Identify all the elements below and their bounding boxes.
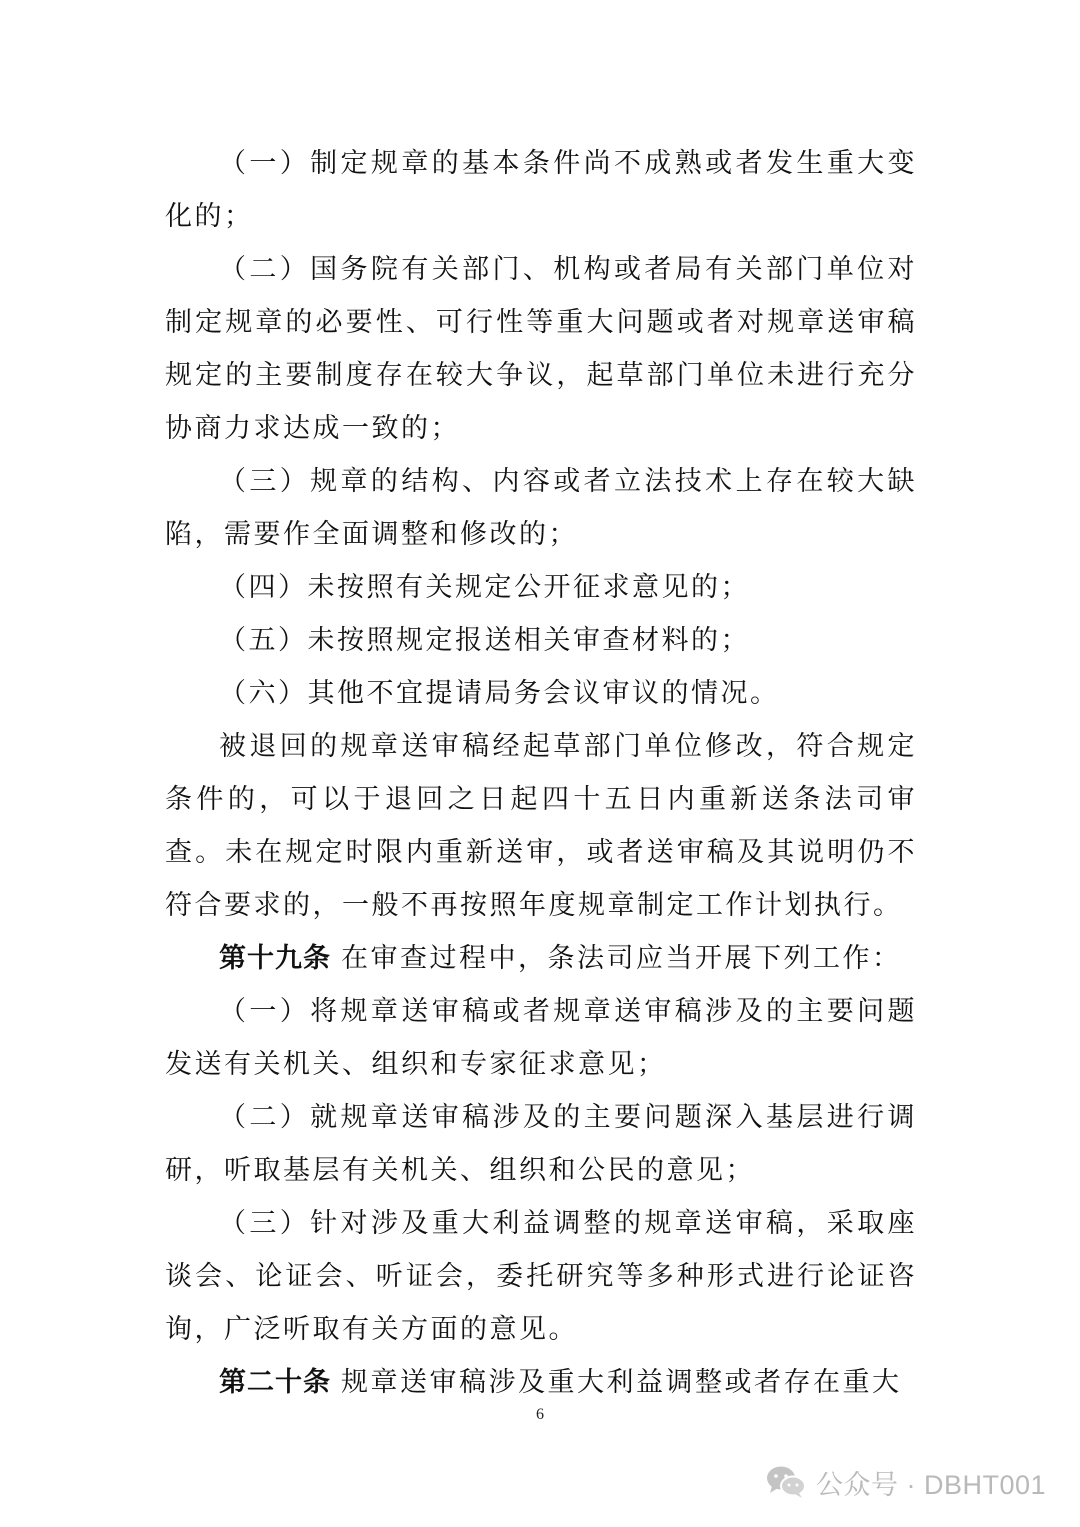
article-20-title: 第二十条 (219, 1367, 331, 1398)
paragraph-item-2: （二）国务院有关部门、机构或者局有关部门单位对制定规章的必要性、可行性等重大问题或者对规章送审稿规定的主要制度存在较大争议，起草部门单位未进行充分协商力求达成一致的； (165, 254, 917, 444)
article-19-text: 在审查过程中，条法司应当开展下列工作： (341, 943, 902, 974)
paragraph-returned-draft: 被退回的规章送审稿经起草部门单位修改，符合规定条件的，可以于退回之日起四十五日内重新送条法司审查。未在规定时限内重新送审，或者送审稿及其说明仍不符合要求的，一般不再按照年度规章制定工作计划执行。 (165, 731, 917, 921)
paragraph-item-4: （四）未按照有关规定公开征求意见的； (219, 572, 750, 603)
wechat-watermark (766, 1462, 1046, 1502)
article-19-item-2: （二）就规章送审稿涉及的主要问题深入基层进行调研，听取基层有关机关、组织和公民的意见； (165, 1102, 917, 1186)
watermark-text: 公众号 · DBHT001 (815, 1469, 1046, 1500)
article-19 (165, 932, 917, 985)
wechat-icon (766, 1465, 806, 1499)
paragraph-item-3: （三）规章的结构、内容或者立法技术上存在较大缺陷，需要作全面调整和修改的； (165, 466, 917, 550)
article-19-title: 第十九条 (219, 943, 331, 974)
paragraph-item-6: （六）其他不宜提请局务会议审议的情况。 (219, 678, 780, 709)
paragraph-item-1: （一）制定规章的基本条件尚不成熟或者发生重大变化的； (165, 148, 917, 232)
article-19-item-3: （三）针对涉及重大利益调整的规章送审稿，采取座谈会、论证会、听证会，委托研究等多种形式进行论证咨询，广泛听取有关方面的意见。 (165, 1208, 917, 1345)
article-20-text: 规章送审稿涉及重大利益调整或者存在重大 (341, 1367, 902, 1398)
article-19-item-1: （一）将规章送审稿或者规章送审稿涉及的主要问题发送有关机关、组织和专家征求意见； (165, 996, 917, 1080)
page-number: 6 (536, 1406, 544, 1423)
document-body (165, 137, 917, 1409)
paragraph-item-5: （五）未按照规定报送相关审查材料的； (219, 625, 750, 656)
article-20 (165, 1356, 917, 1409)
